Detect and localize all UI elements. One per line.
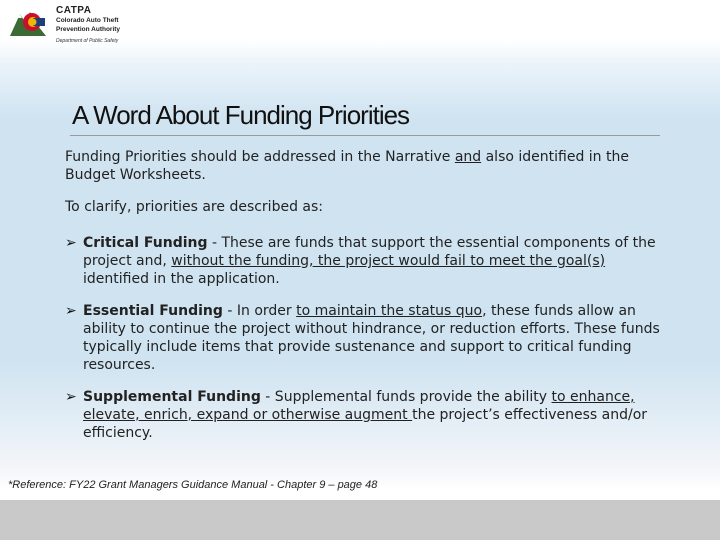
item-underlined: to maintain the status quo (296, 303, 483, 319)
bottom-band (0, 500, 720, 540)
item-text-after: , these funds allow an ability to continue the project without hindrance, or reduction efforts. These funds typically include items that provide sustenance and support to critical funding resources. (83, 303, 660, 373)
catpa-logo (6, 4, 136, 46)
item-text-before: - In order (222, 303, 297, 319)
intro-paragraph (65, 148, 665, 184)
item-text-after: the project’s effectiveness and/or efficiency. (83, 407, 648, 441)
intro-underlined: and (454, 149, 482, 165)
item-underlined: without the funding, the project would fail to meet the goal(s) (171, 253, 606, 269)
priority-item-supplemental (65, 388, 665, 442)
item-text-after: identified in the application. (83, 271, 280, 287)
intro-text-1: Funding Priorities should be addressed in the Narrative (65, 149, 455, 165)
arrow-bullet-icon: ➢ (65, 303, 77, 319)
logo-department: Department of Public Safety (56, 38, 119, 44)
clarify-paragraph: To clarify, priorities are described as: (65, 199, 324, 215)
reference-note: *Reference: FY22 Grant Managers Guidance Manual - Chapter 9 – page 48 (8, 479, 378, 491)
slide-body (65, 148, 665, 456)
arrow-bullet-icon: ➢ (65, 389, 77, 405)
intro-text-2: also identified in the Budget Worksheets. (65, 149, 629, 183)
logo-text (56, 6, 120, 33)
logo-title: CATPA (56, 5, 92, 16)
slide-title: A Word About Funding Priorities (72, 100, 410, 130)
priority-item-critical (65, 234, 665, 288)
priority-item-essential (65, 302, 665, 374)
item-text-before: - These are funds that support the essential components of the project and, (83, 235, 656, 269)
item-underlined: to enhance, elevate, enrich, expand or otherwise augment (83, 389, 635, 423)
item-label: Essential Funding (83, 303, 223, 319)
logo-subtitle-line2: Prevention Authority (56, 25, 121, 33)
item-text-before: - Supplemental funds provide the ability (260, 389, 552, 405)
logo-subtitle-line1: Colorado Auto Theft (56, 17, 119, 24)
item-label: Supplemental Funding (83, 389, 261, 405)
arrow-bullet-icon: ➢ (65, 235, 77, 251)
colorado-flag-mountain-icon (8, 6, 48, 38)
item-label: Critical Funding (83, 235, 208, 251)
title-divider (70, 135, 660, 136)
